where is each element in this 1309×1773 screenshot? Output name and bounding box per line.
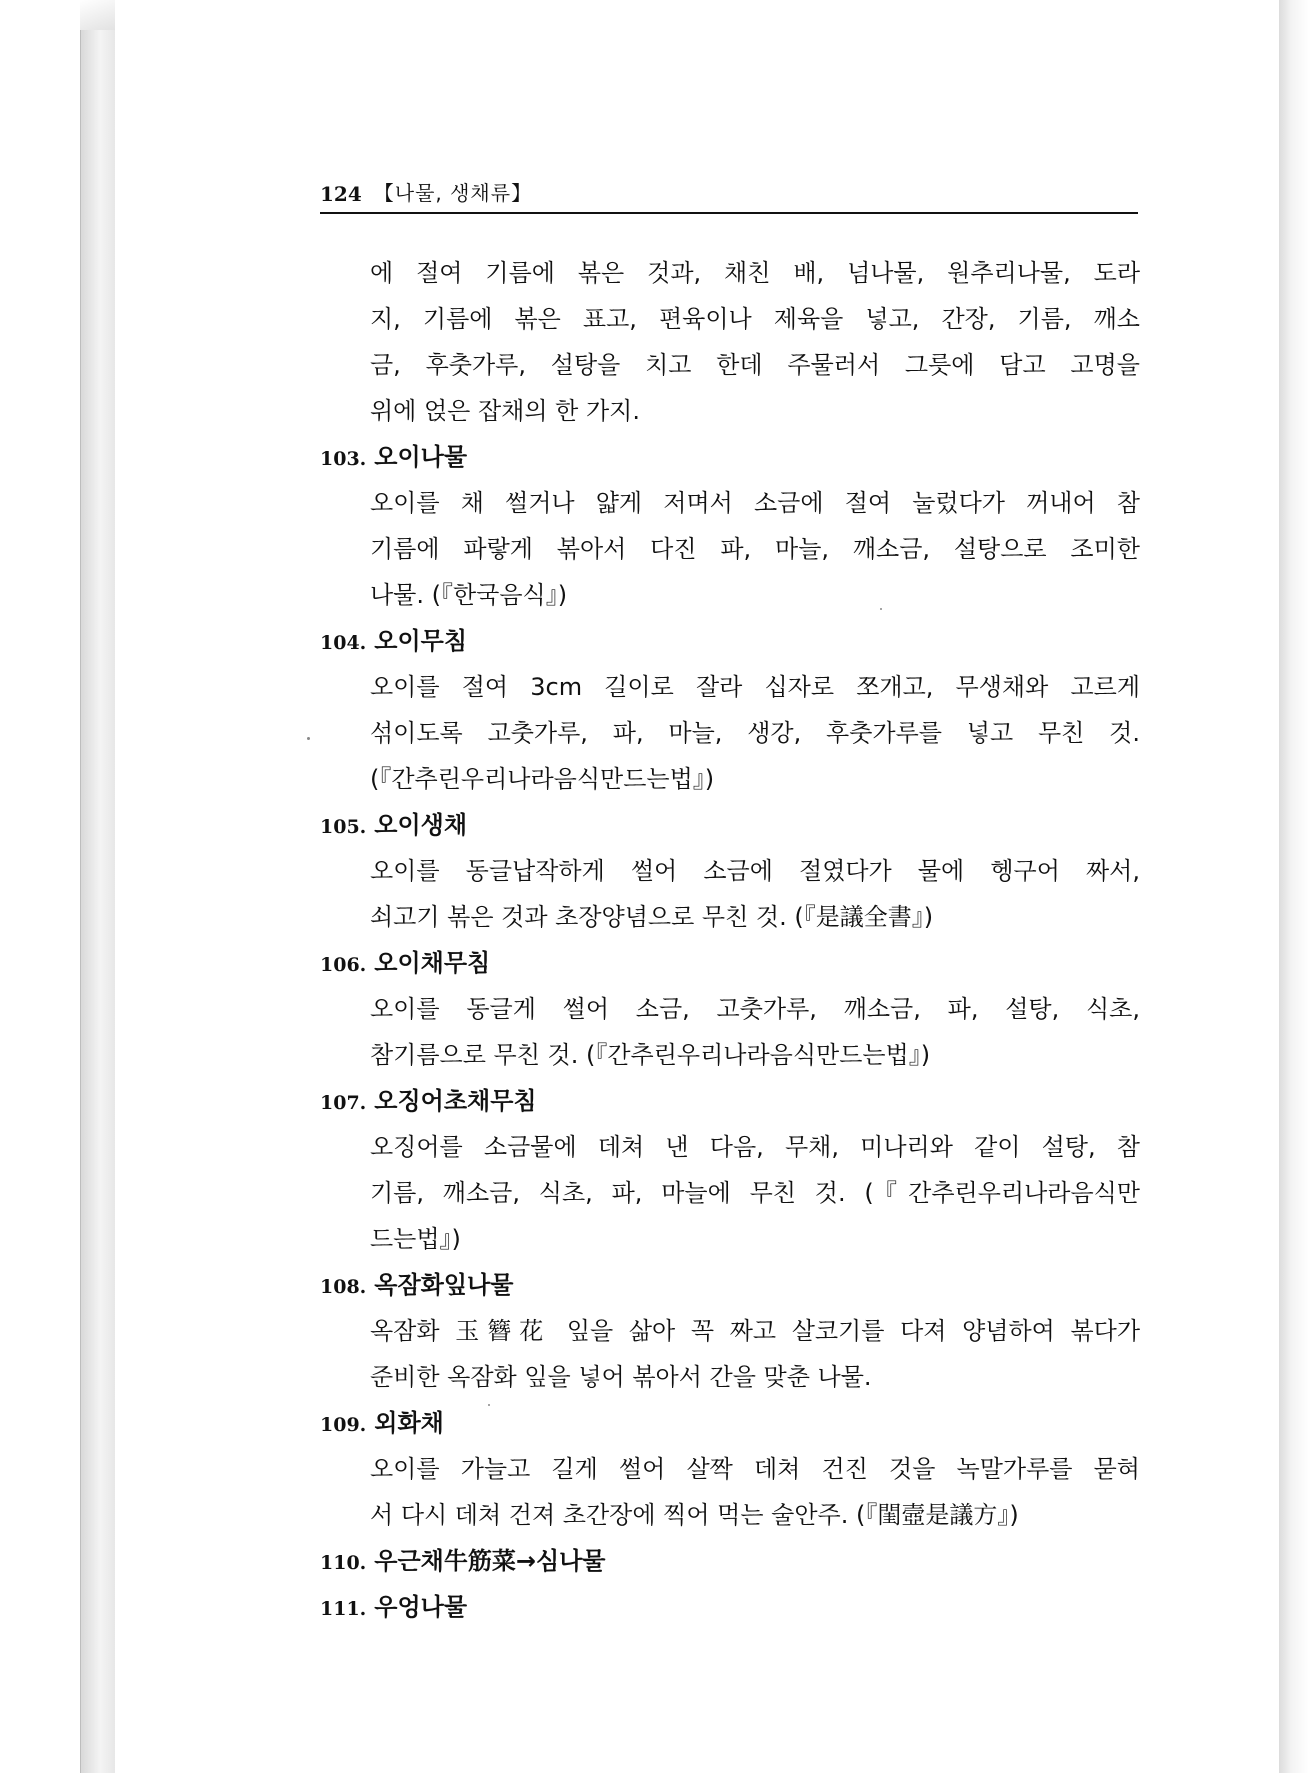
entry-number: 103. — [320, 448, 367, 470]
scan-speck — [307, 737, 310, 740]
page-shadow — [1279, 0, 1309, 1773]
scan-speck — [488, 1404, 490, 1406]
entry-106 — [320, 940, 1140, 1078]
entry-heading — [320, 1262, 1140, 1308]
scan-speck — [880, 608, 882, 610]
text-line: 참기름으로 무친 것. (『간추린우리나라음식만드는법』) — [370, 1041, 931, 1069]
entry-heading — [320, 1078, 1140, 1124]
book-spine-corner — [80, 0, 115, 30]
entry-heading — [320, 1400, 1140, 1446]
entry-105 — [320, 802, 1140, 940]
entry-heading — [320, 434, 1140, 480]
entry-111 — [320, 1584, 1140, 1630]
entry-number: 107. — [320, 1092, 367, 1114]
entry-title: 우근채牛筋菜→심나물 — [374, 1547, 606, 1575]
text-line: 나물. (『한국음식』) — [370, 581, 568, 609]
entry-number: 105. — [320, 816, 367, 838]
entry-title: 우엉나물 — [374, 1593, 468, 1621]
text-line: 서 다시 데쳐 건져 초간장에 찍어 먹는 술안주. (『閨壼是議方』) — [370, 1501, 1019, 1529]
text-line: 에 절여 기름에 볶은 것과, 채친 배, 넘나물, 원추리나물, 도라 — [370, 259, 1140, 287]
text-line: 드는법』) — [370, 1225, 461, 1253]
text-line: 오이를 가늘고 길게 썰어 살짝 데쳐 건진 것을 녹말가루를 묻혀 — [370, 1455, 1140, 1483]
text-line: 오이를 동글게 썰어 소금, 고춧가루, 깨소금, 파, 설탕, 식초, — [370, 995, 1140, 1023]
entry-heading — [320, 1584, 1140, 1630]
text-line: 기름, 깨소금, 식초, 파, 마늘에 무친 것. (『간추린우리나라음식만 — [370, 1179, 1140, 1207]
entry-title: 외화채 — [374, 1409, 444, 1437]
text-line: 쇠고기 볶은 것과 초장양념으로 무친 것. (『是議全書』) — [370, 903, 934, 931]
text-line: 오징어를 소금물에 데쳐 낸 다음, 무채, 미나리와 같이 설탕, 참 — [370, 1133, 1140, 1161]
entry-heading — [320, 802, 1140, 848]
entry-title: 오이생채 — [374, 811, 468, 839]
entry-heading — [320, 1538, 1140, 1584]
text-line: (『간추린우리나라음식만드는법』) — [370, 765, 715, 793]
entry-104 — [320, 618, 1140, 802]
entry-109 — [320, 1400, 1140, 1538]
entry-title: 오이채무침 — [374, 949, 491, 977]
text-line: 지, 기름에 볶은 표고, 편육이나 제육을 넣고, 간장, 기름, 깨소 — [370, 305, 1140, 333]
entry-number: 110. — [320, 1552, 367, 1574]
entry-title: 옥잠화잎나물 — [374, 1271, 514, 1299]
section-title: 【나물, 생채류】 — [373, 181, 533, 205]
text-line: 섞이도록 고춧가루, 파, 마늘, 생강, 후춧가루를 넣고 무친 것. — [370, 719, 1140, 747]
entry-103 — [320, 434, 1140, 618]
entry-number: 111. — [320, 1598, 367, 1620]
text-line: 준비한 옥잠화 잎을 넣어 볶아서 간을 맞춘 나물. — [370, 1363, 872, 1391]
entry-title: 오이나물 — [374, 443, 468, 471]
page-content — [320, 250, 1140, 1630]
text-line: 기름에 파랗게 볶아서 다진 파, 마늘, 깨소금, 설탕으로 조미한 — [370, 535, 1140, 563]
text-line: 금, 후춧가루, 설탕을 치고 한데 주물러서 그릇에 담고 고명을 — [370, 351, 1140, 379]
entry-number: 108. — [320, 1276, 367, 1298]
entry-heading — [320, 940, 1140, 986]
continuation-paragraph — [320, 250, 1140, 434]
entry-title: 오징어초채무침 — [374, 1087, 537, 1115]
book-spine-edge — [80, 0, 116, 1773]
entry-title: 오이무침 — [374, 627, 468, 655]
entry-number: 109. — [320, 1414, 367, 1436]
text-line: 위에 얹은 잡채의 한 가지. — [370, 397, 640, 425]
entry-107 — [320, 1078, 1140, 1262]
entry-heading — [320, 618, 1140, 664]
running-header — [320, 168, 1138, 214]
text-line: 오이를 절여 3cm 길이로 잘라 십자로 쪼개고, 무생채와 고르게 — [370, 673, 1140, 701]
entry-110 — [320, 1538, 1140, 1584]
text-line: 오이를 채 썰거나 얇게 저며서 소금에 절여 눌렀다가 꺼내어 참 — [370, 489, 1140, 517]
text-line: 오이를 동글납작하게 썰어 소금에 절였다가 물에 헹구어 짜서, — [370, 857, 1140, 885]
page-number: 124 — [320, 182, 362, 206]
entry-108 — [320, 1262, 1140, 1400]
text-line: 옥잠화 玉簪花 잎을 삶아 꼭 짜고 살코기를 다져 양념하여 볶다가 — [370, 1317, 1140, 1345]
entry-number: 104. — [320, 632, 367, 654]
entry-number: 106. — [320, 954, 367, 976]
